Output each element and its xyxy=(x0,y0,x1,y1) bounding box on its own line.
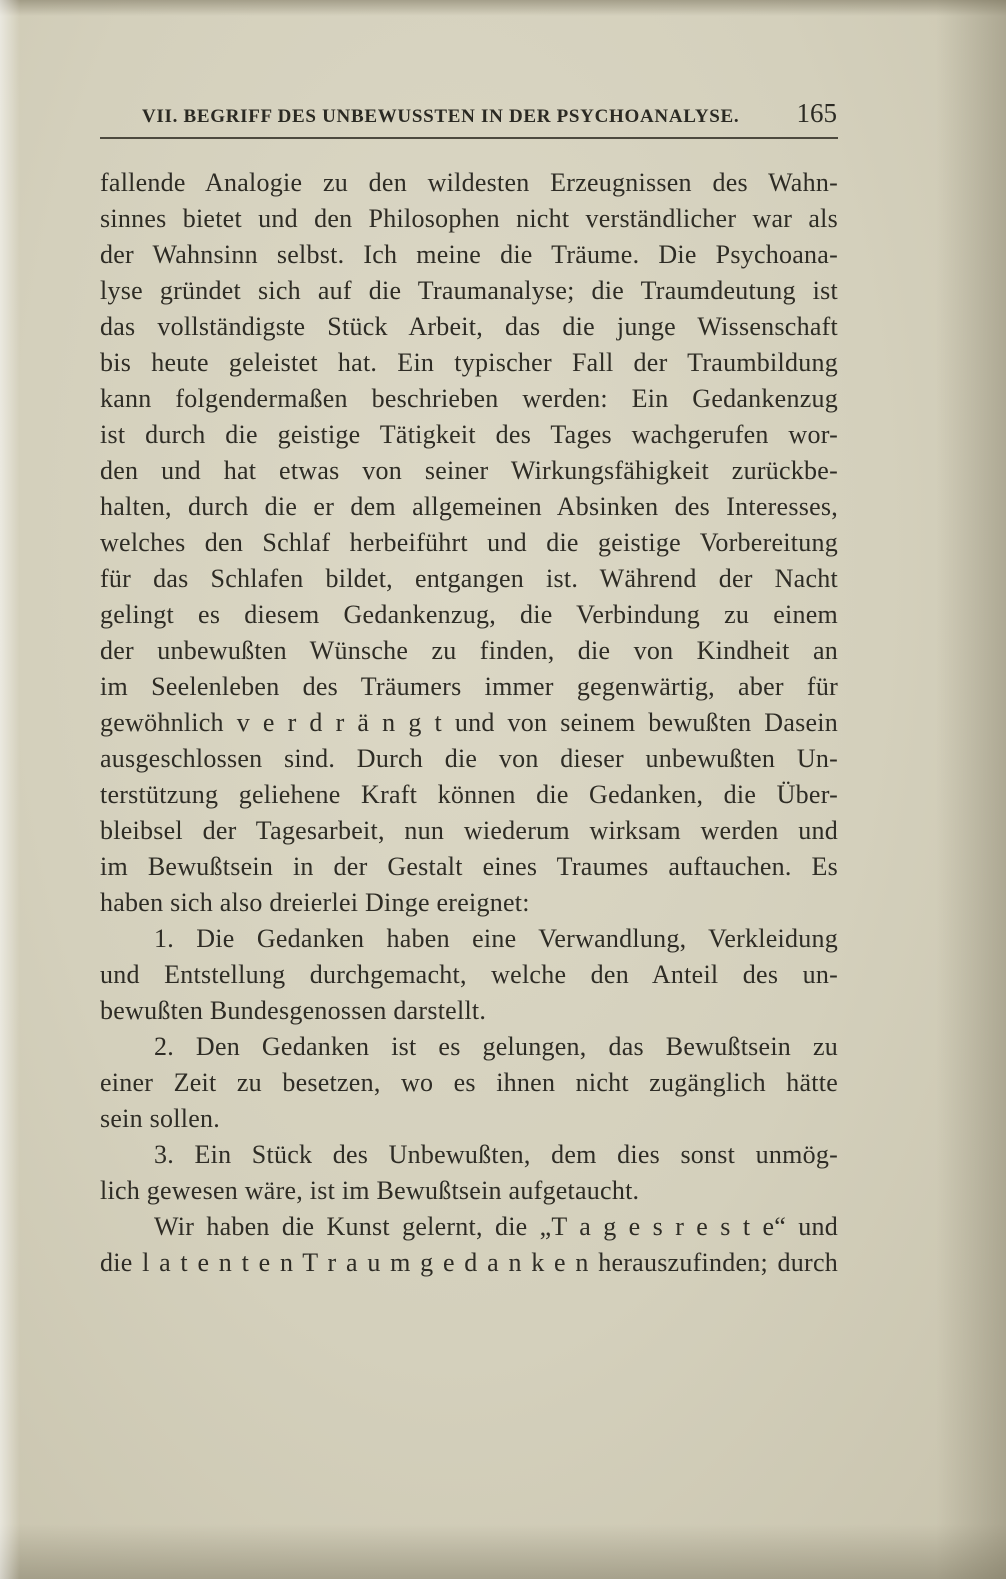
text-line: gelingt es diesem Gedankenzug, die Verbindung zu einem xyxy=(100,600,838,629)
text-line: und Entstellung durchgemacht, welche den Anteil des un- xyxy=(100,960,838,989)
running-header xyxy=(100,98,837,129)
page-number: 165 xyxy=(796,98,837,128)
text-line: den und hat etwas von seiner Wirkungsfähigkeit zurückbe- xyxy=(100,456,838,485)
text-line: lyse gründet sich auf die Traumanalyse; die Traumdeutung ist xyxy=(100,276,838,305)
text-line: 3. Ein Stück des Unbewußten, dem dies sonst unmög- xyxy=(154,1140,838,1169)
text-line: bleibsel der Tagesarbeit, nun wiederum wirksam werden und xyxy=(100,816,838,845)
chapter-header: VII. BEGRIFF DES UNBEWUSSTEN IN DER PSYCHOANALYSE. xyxy=(142,106,740,127)
text-line: haben sich also dreierlei Dinge ereignet: xyxy=(100,888,530,917)
text-line: bewußten Bundesgenossen darstellt. xyxy=(100,996,487,1025)
text-line: sein sollen. xyxy=(100,1104,220,1133)
text-line: das vollständigste Stück Arbeit, das die junge Wissenschaft xyxy=(100,312,838,341)
text-line: für das Schlafen bildet, entgangen ist. Während der Nacht xyxy=(100,564,838,593)
text-line: im Seelenleben des Träumers immer gegenwärtig, aber für xyxy=(100,672,838,701)
text-line: 1. Die Gedanken haben eine Verwandlung, Verkleidung xyxy=(154,924,838,953)
text-line: die l a t e n t e n T r a u m g e d a n k e n herauszufinden; durch xyxy=(100,1248,838,1277)
header-rule xyxy=(100,137,838,139)
text-line: terstützung geliehene Kraft können die Gedanken, die Über- xyxy=(100,780,838,809)
text-line: halten, durch die er dem allgemeinen Absinken des Interesses, xyxy=(100,492,838,521)
text-line: im Bewußtsein in der Gestalt eines Traumes auftauchen. Es xyxy=(100,852,838,881)
text-line: gewöhnlich v e r d r ä n g t und von seinem bewußten Dasein xyxy=(100,708,838,737)
text-line: ausgeschlossen sind. Durch die von dieser unbewußten Un- xyxy=(100,744,838,773)
text-line: welches den Schlaf herbeiführt und die geistige Vorbereitung xyxy=(100,528,838,557)
text-line: der unbewußten Wünsche zu finden, die von Kindheit an xyxy=(100,636,838,665)
text-line: einer Zeit zu besetzen, wo es ihnen nicht zugänglich hätte xyxy=(100,1068,838,1097)
text-line: kann folgendermaßen beschrieben werden: Ein Gedankenzug xyxy=(100,384,838,413)
text-line: bis heute geleistet hat. Ein typischer Fall der Traumbildung xyxy=(100,348,838,377)
text-line: 2. Den Gedanken ist es gelungen, das Bewußtsein zu xyxy=(154,1032,838,1061)
text-line: lich gewesen wäre, ist im Bewußtsein aufgetaucht. xyxy=(100,1176,640,1205)
page-text xyxy=(100,165,838,1281)
text-line: ist durch die geistige Tätigkeit des Tages wachgerufen wor- xyxy=(100,420,838,449)
text-line: der Wahnsinn selbst. Ich meine die Träume. Die Psychoana- xyxy=(100,240,838,269)
text-line: sinnes bietet und den Philosophen nicht verständlicher war als xyxy=(100,204,838,233)
text-line: Wir haben die Kunst gelernt, die „T a g e s r e s t e“ und xyxy=(154,1212,838,1241)
text-line: fallende Analogie zu den wildesten Erzeugnissen des Wahn- xyxy=(100,168,838,197)
